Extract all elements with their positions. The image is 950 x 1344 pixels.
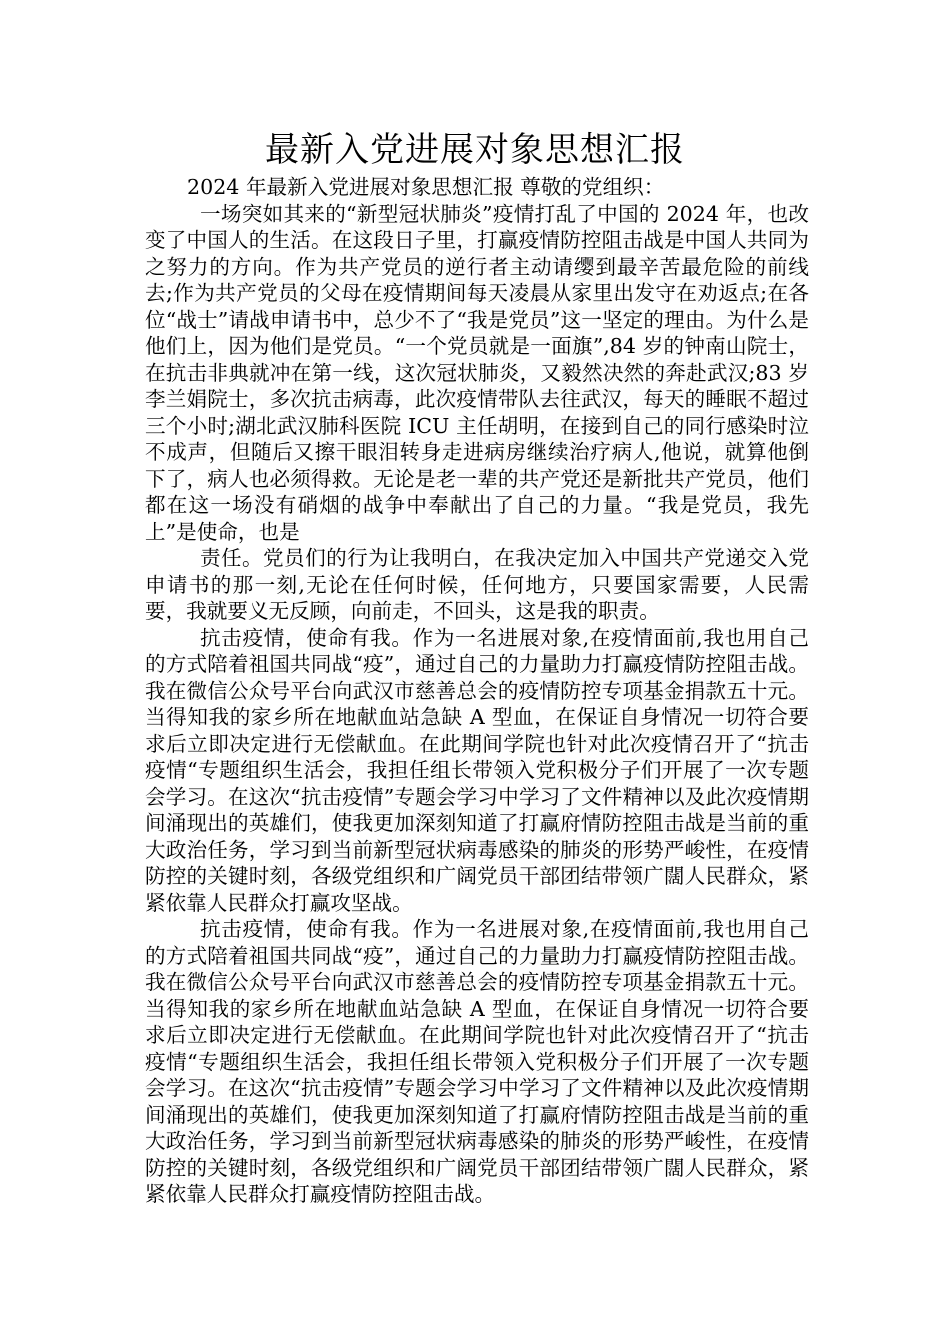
body-paragraph: 责任。党员们的行为让我明白，在我决定加入中国共产党递交入党申请书的那一刻,无论在任何时候，任何地方，只要国家需要，人民需要，我就要义无反顾，向前走，不回头，这是我的职责。 [145,546,809,623]
body-paragraph: 抗击疫情，使命有我。作为一名进展对象,在疫情面前,我也用自己的方式陪着祖国共同战“疫”，通过自己的力量助力打赢疫情防控阻击战。我在微信公众号平台向武汉市慈善总会的疫情防控专项基金捐款五十元。当得知我的家乡所在地献血站急缺 A 型血，在保证自身情况一切符合要求后立即决定进行无偿献血。在此期间学院也针对此次疫情召开了“抗击疫情“专题组织生活会，我担任组长带领入党积极分子们开展了一次专题会学习。在这次“抗击疫情”专题会学习中学习了文件精神以及此次疫情期间涌现出的英雄们，使我更加深刻知道了打赢府情防控阻击战是当前的重大政治任务，学习到当前新型冠状病毒感染的肺炎的形势严峻性，在疫情防控的关键时刻，各级党组织和广阔党员干部团结带领广闊人民群众，紧紧依靠人民群众打赢疫情防控阻击战。 [145,917,809,1206]
document-body [145,174,809,1208]
body-paragraph: 一场突如其来的“新型冠状肺炎”疫情打乱了中国的 2024 年，也改变了中国人的生活。在这段日子里，打赢疫情防控阻击战是中国人共同为之努力的方向。作为共产党员的逆行者主动请缨到最辛苦最危险的前线去;作为共产党员的父母在疫情期间每天凌晨从家里出发守在劝返点;在各位“战士”请战申请书中，总少不了“我是党员”这一坚定的理由。为什么是他们上，因为他们是党员。“一个党员就是一面旗”,84 岁的钟南山院士，在抗击非典就冲在第一线，这次冠状肺炎，又毅然决然的奔赴武汉;83 岁李兰娟院士，多次抗击病毒，此次疫情带队去往武汉，每天的睡眠不超过三个小时;湖北武汉肺科医院 ICU 主任胡明，在接到自己的同行感染时泣不成声，但随后又擦干眼泪转身走进病房继续治疗病人,他说，就算他倒下了，病人也必须得救。无论是老一辈的共产党还是新批共产党员，他们都在这一场没有硝烟的战争中奉献出了自己的力量。“我是党员，我先上”是使命，也是 [145,201,809,544]
salutation-paragraph: 2024 年最新入党进展对象思想汇报 尊敬的党组织： [187,175,665,199]
document-title: 最新入党进展对象思想汇报 [265,130,685,170]
body-paragraph: 抗击疫情，使命有我。作为一名进展对象,在疫情面前,我也用自己的方式陪着祖国共同战“疫”，通过自己的力量助力打赢疫情防控阻击战。我在微信公众号平台向武汉市慈善总会的疫情防控专项基金捐款五十元。当得知我的家乡所在地献血站急缺 A 型血，在保证自身情况一切符合要求后立即决定进行无偿献血。在此期间学院也针对此次疫情召开了“抗击疫情“专题组织生活会，我担任组长带领入党积极分子们开展了一次专题会学习。在这次“抗击疫情”专题会学习中学习了文件精神以及此次疫情期间涌现出的英雄们，使我更加深刻知道了打赢府情防控阻击战是当前的重大政治任务，学习到当前新型冠状病毒感染的肺炎的形势严峻性，在疫情防控的关键时刻，各级党组织和广阔党员干部团结带领广闊人民群众，紧紧依靠人民群众打赢攻坚战。 [145,625,809,915]
